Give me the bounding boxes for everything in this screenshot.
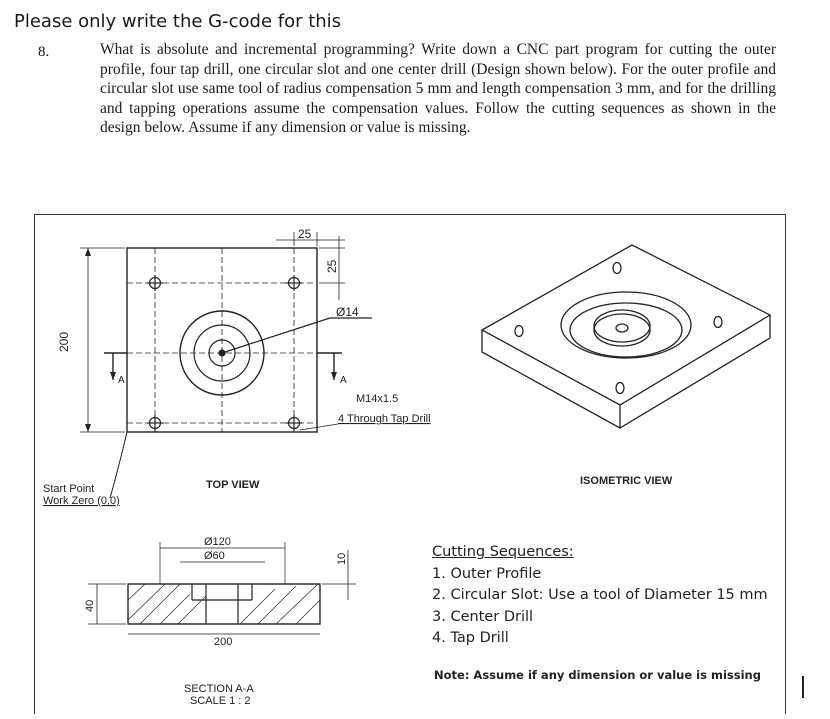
question-number: 8. <box>38 44 50 60</box>
start-point-label: Start Point <box>43 483 95 495</box>
dim-dia60: Ø60 <box>204 550 225 562</box>
dim-dia14: Ø14 <box>336 305 359 319</box>
prompt-header: Please only write the G-code for this <box>14 11 342 32</box>
sequence-item: 3. Center Drill <box>432 608 534 625</box>
sequence-item: 4. Tap Drill <box>432 630 509 646</box>
section-mark-left: A <box>118 375 125 386</box>
sequence-item: 2. Circular Slot: Use a tool of Diameter 15 mm <box>432 587 768 603</box>
text-cursor <box>802 676 804 698</box>
dim-25-top: 25 <box>298 227 312 241</box>
sequence-item: 1. Outer Profile <box>432 565 542 582</box>
tap-drill-label: 4 Through Tap Drill <box>338 413 431 425</box>
cutting-sequences-title: Cutting Sequences: <box>432 544 574 560</box>
scale-label: SCALE 1 : 2 <box>190 695 251 707</box>
top-view-label: TOP VIEW <box>206 479 260 491</box>
dim-200-bottom: 200 <box>214 636 233 648</box>
section-mark-right: A <box>340 375 347 386</box>
section-title: SECTION A-A <box>184 683 254 695</box>
thread-spec: M14x1.5 <box>356 393 399 405</box>
dim-25-side: 25 <box>325 259 339 273</box>
isometric-view-label: ISOMETRIC VIEW <box>580 475 673 487</box>
dim-40: 40 <box>84 599 96 612</box>
question-text: What is absolute and incremental programming? Write down a CNC part program for cutting the outer profile, four tap drill, one circular slot and one center drill (Design shown below). For the outer profile and circular slot use same tool of radius compensation 5 mm and length compensation 3 mm, and for the drilling and tapping operations assume the compensation values. Follow the cutting sequences as shown in the design below. Assume if any dimension or value is missing. <box>100 41 776 136</box>
dim-200-vertical: 200 <box>57 331 71 352</box>
isometric-part <box>482 245 770 428</box>
note-text: Note: Assume if any dimension or value is missing <box>434 668 761 682</box>
cutting-sequences <box>432 542 768 650</box>
work-zero-label: Work Zero (0,0) <box>43 495 120 507</box>
dim-10: 10 <box>336 552 348 565</box>
dim-dia120: Ø120 <box>204 536 231 548</box>
